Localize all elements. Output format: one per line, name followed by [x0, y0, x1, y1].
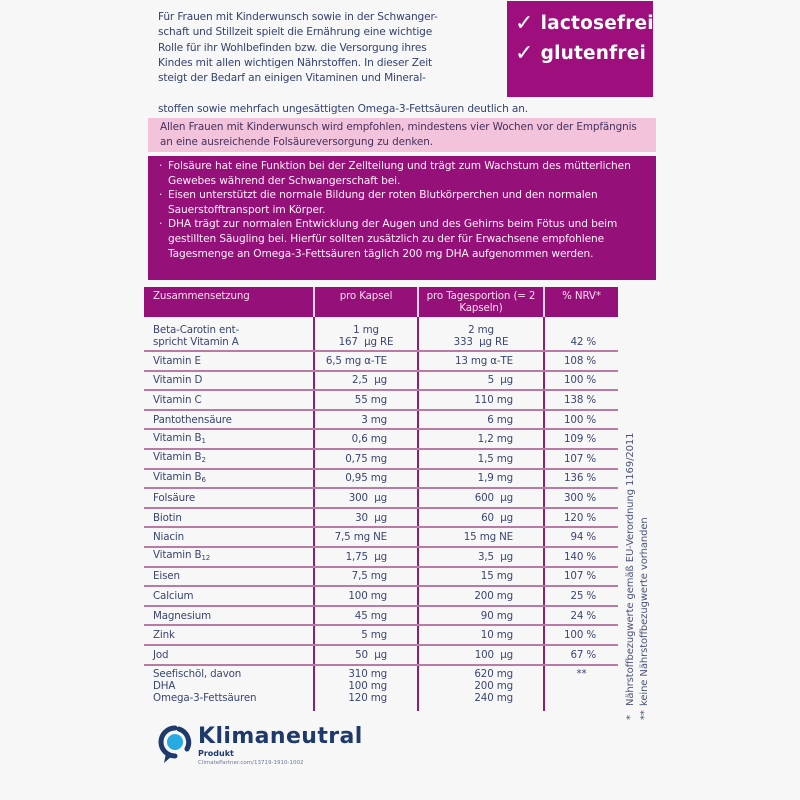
table-row — [144, 390, 618, 410]
nrv-value: ** — [544, 665, 618, 711]
intro-paragraph — [158, 10, 518, 86]
nutrient-name: Eisen — [144, 567, 314, 587]
per-day-value: 1,9 mg — [418, 469, 544, 489]
nutrient-name: Pantothensäure — [144, 410, 314, 430]
per-day-value: 1,2 mg — [418, 429, 544, 449]
nrv-value: 107 % — [544, 567, 618, 587]
table-row — [144, 586, 618, 606]
nutrient-name: Niacin — [144, 527, 314, 547]
table-row — [144, 625, 618, 645]
footnote-nrv: *Nährstoffbezugwerte gemäß EU-Verordnung 1169/2011 — [625, 432, 636, 720]
nrv-value: 107 % — [544, 449, 618, 469]
table-row — [144, 547, 618, 567]
intro-line: Für Frauen mit Kinderwunsch sowie in der Schwanger- — [158, 11, 438, 23]
intro-line: steigt der Bedarf an einigen Vitaminen und Mineral- — [158, 72, 426, 85]
nutrient-name: Beta-Carotin ent- spricht Vitamin A — [144, 317, 314, 351]
checkmark-icon: ✓ — [515, 11, 534, 36]
per-capsule-value: 2,5 µg — [314, 371, 418, 391]
table-row — [144, 645, 618, 665]
per-day-value: 6 mg — [418, 410, 544, 430]
per-capsule-value: 100 mg — [314, 586, 418, 606]
table-row — [144, 508, 618, 528]
per-capsule-value: 0,95 mg — [314, 469, 418, 489]
climate-partner-icon — [158, 725, 192, 765]
nutrient-name: Zink — [144, 625, 314, 645]
header-composition: Zusammensetzung — [144, 287, 314, 317]
per-day-value: 90 mg — [418, 606, 544, 626]
nutrition-table — [144, 287, 618, 711]
nrv-value: 136 % — [544, 469, 618, 489]
nutrient-name: Vitamin $B_{12}$ — [144, 547, 314, 567]
per-capsule-value: 0,6 mg — [314, 429, 418, 449]
intro-line: stoffen sowie mehrfach ungesättigten Omega-3-Fettsäuren deutlich an. — [158, 103, 528, 115]
nutrient-name: Vitamin $B_1$ — [144, 429, 314, 449]
per-capsule-value: 1 mg 167 µg RE — [314, 317, 418, 351]
health-claims-box — [148, 156, 656, 280]
table-row — [144, 371, 618, 391]
table-row — [144, 351, 618, 371]
intro-line: Kindes mit allen wichtigen Nährstoffen. In dieser Zeit — [158, 56, 433, 69]
table-row — [144, 665, 618, 711]
per-capsule-value: 45 mg — [314, 606, 418, 626]
nrv-value: 100 % — [544, 625, 618, 645]
nrv-value: 109 % — [544, 429, 618, 449]
free-from-badge — [507, 1, 653, 97]
per-capsule-value: 3 mg — [314, 410, 418, 430]
nrv-value: 67 % — [544, 645, 618, 665]
table-row — [144, 567, 618, 587]
nrv-value: 94 % — [544, 527, 618, 547]
nutrient-name: Vitamin C — [144, 390, 314, 410]
per-day-value: 5 µg — [418, 371, 544, 391]
nutrient-name: Biotin — [144, 508, 314, 528]
logo-title: Klimaneutral — [198, 724, 363, 749]
per-day-value: 10 mg — [418, 625, 544, 645]
intro-line: Rolle für ihr Wohlbefinden bzw. die Versorgung ihres — [158, 41, 427, 54]
per-capsule-value: 1,75 µg — [314, 547, 418, 567]
per-day-value: 620 mg 200 mg 240 mg — [418, 665, 544, 711]
per-day-value: 2 mg 333 µg RE — [418, 317, 544, 351]
nutrient-name: Magnesium — [144, 606, 314, 626]
intro-line: schaft und Stillzeit spielt die Ernährung eine wichtige — [158, 26, 433, 39]
nrv-value: 100 % — [544, 371, 618, 391]
per-day-value: 600 µg — [418, 488, 544, 508]
table-row — [144, 449, 618, 469]
per-day-value: 200 mg — [418, 586, 544, 606]
per-day-value: 13 mg α-TE — [418, 351, 544, 371]
nutrient-name: Calcium — [144, 586, 314, 606]
lactose-free-label: ✓ lactosefrei — [515, 9, 653, 39]
per-day-value: 3,5 µg — [418, 547, 544, 567]
per-capsule-value: 310 mg 100 mg 120 mg — [314, 665, 418, 711]
nutrient-name: Jod — [144, 645, 314, 665]
nrv-value: 24 % — [544, 606, 618, 626]
folic-acid-recommendation: Allen Frauen mit Kinderwunsch wird empfohlen, mindestens vier Wochen vor der Empfängnis an eine ausreichende Folsäureversorgung zu denken. — [148, 118, 656, 152]
per-capsule-value: 0,75 mg — [314, 449, 418, 469]
claim-iron: · Eisen unterstützt die normale Bildung der roten Blutkörperchen und den normalen Sauerstofftransport im Körper. — [160, 188, 644, 217]
nrv-value: 120 % — [544, 508, 618, 528]
table-row — [144, 469, 618, 489]
per-day-value: 100 µg — [418, 645, 544, 665]
nrv-value: 300 % — [544, 488, 618, 508]
per-day-value: 15 mg — [418, 567, 544, 587]
table-row — [144, 317, 618, 351]
nutrient-name: Vitamin D — [144, 371, 314, 391]
header-per-daily-portion: pro Tagesportion (= 2 Kapseln) — [418, 287, 544, 317]
nutrient-name: Folsäure — [144, 488, 314, 508]
nrv-value: 108 % — [544, 351, 618, 371]
per-capsule-value: 7,5 mg NE — [314, 527, 418, 547]
header-nrv: % NRV* — [544, 287, 618, 317]
per-day-value: 60 µg — [418, 508, 544, 528]
table-row — [144, 410, 618, 430]
logo-subtitle: Produkt — [198, 749, 234, 758]
table-row — [144, 606, 618, 626]
per-day-value: 15 mg NE — [418, 527, 544, 547]
per-day-value: 110 mg — [418, 390, 544, 410]
nutrient-name: Vitamin $B_6$ — [144, 469, 314, 489]
claim-dha: · DHA trägt zur normalen Entwicklung der Augen und des Gehirns beim Fötus und beim gestillten Säugling bei. Hierfür sollten zusätzlich zu der für Erwachsene empfohlene Tagesmenge an Omega-3-Fettsäuren täglich 200 mg DHA aufgenommen werden. — [160, 217, 644, 261]
per-capsule-value: 6,5 mg α-TE — [314, 351, 418, 371]
nutrient-name: Vitamin E — [144, 351, 314, 371]
logo-url: ClimatePartner.com/13719-1910-1002 — [198, 760, 304, 766]
nrv-value: 100 % — [544, 410, 618, 430]
table-row — [144, 429, 618, 449]
claim-folic-acid: · Folsäure hat eine Funktion bei der Zellteilung und trägt zum Wachstum des mütterlichen Gewebes während der Schwangerschaft bei. — [160, 159, 644, 188]
per-capsule-value: 50 µg — [314, 645, 418, 665]
table-row — [144, 488, 618, 508]
per-capsule-value: 7,5 mg — [314, 567, 418, 587]
per-day-value: 1,5 mg — [418, 449, 544, 469]
footnotes — [624, 433, 652, 720]
nrv-value: 25 % — [544, 586, 618, 606]
header-per-capsule: pro Kapsel — [314, 287, 418, 317]
per-capsule-value: 5 mg — [314, 625, 418, 645]
table-row — [144, 527, 618, 547]
nutrient-name: Vitamin $B_2$ — [144, 449, 314, 469]
checkmark-icon: ✓ — [515, 41, 534, 66]
per-capsule-value: 30 µg — [314, 508, 418, 528]
nutrient-name: Seefischöl, davon DHA Omega-3-Fettsäuren — [153, 667, 257, 704]
climate-neutral-logo — [158, 725, 363, 767]
per-capsule-value: 55 mg — [314, 390, 418, 410]
footnote-no-nrv: **keine Nährstoffbezugwerte vorhanden — [639, 517, 650, 720]
gluten-free-label: ✓ glutenfrei — [515, 39, 653, 69]
nrv-value: 138 % — [544, 390, 618, 410]
table-header-row — [144, 287, 618, 317]
nrv-value: 140 % — [544, 547, 618, 567]
per-capsule-value: 300 µg — [314, 488, 418, 508]
nrv-value: 42 % — [544, 317, 618, 351]
